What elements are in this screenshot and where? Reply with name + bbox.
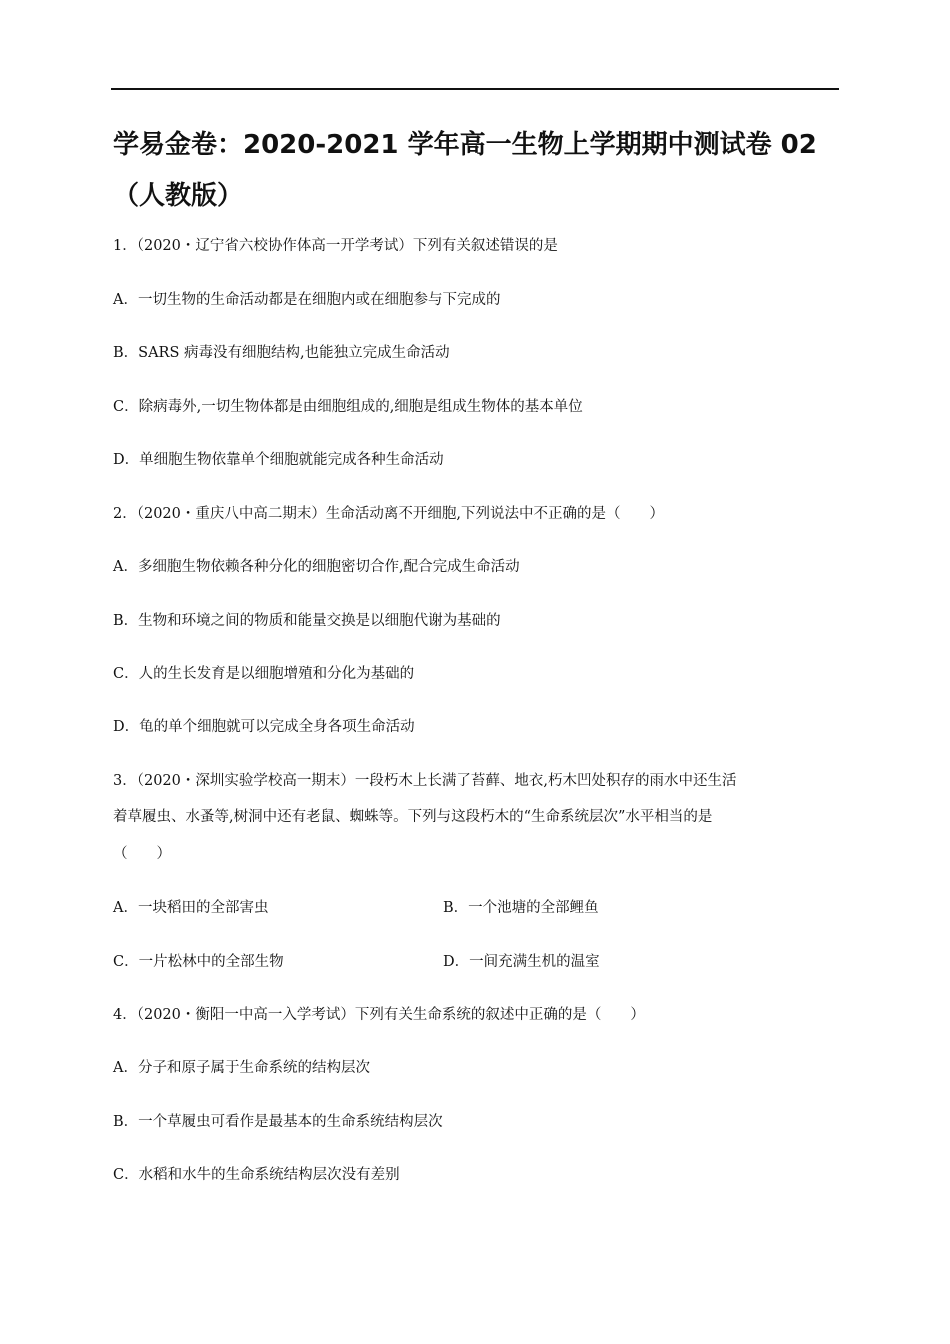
question-1-option-a: A．一切生物的生命活动都是在细胞内或在细胞参与下完成的 [113, 292, 501, 308]
question-4-stem: 4．（2020・衡阳一中高一入学考试）下列有关生命系统的叙述中正确的是（ ） [113, 1007, 645, 1023]
question-2-option-c: C．人的生长发育是以细胞增殖和分化为基础的 [113, 666, 415, 682]
question-3-stem-line-3: （ ） [113, 846, 171, 862]
question-1-stem: 1．（2020・辽宁省六校协作体高一开学考试）下列有关叙述错误的是 [113, 238, 558, 254]
question-4-option-c: C．水稻和水牛的生命系统结构层次没有差别 [113, 1167, 400, 1183]
question-3-option-b: B．一个池塘的全部鲤鱼 [443, 900, 599, 916]
header-rule [111, 88, 839, 90]
question-1-option-c: C．除病毒外,一切生物体都是由细胞组成的,细胞是组成生物体的基本单位 [113, 399, 583, 415]
question-2-option-a: A．多细胞生物依赖各种分化的细胞密切合作,配合完成生命活动 [113, 559, 520, 575]
question-1-option-d: D．单细胞生物依靠单个细胞就能完成各种生命活动 [113, 452, 444, 468]
question-3-stem-line-1: 3．（2020・深圳实验学校高一期末）一段朽木上长满了苔藓、地衣,朽木凹处积存的雨水中还生活 [113, 773, 737, 789]
question-4-option-a: A．分子和原子属于生命系统的结构层次 [113, 1060, 370, 1076]
question-3-option-d: D．一间充满生机的温室 [443, 954, 600, 970]
question-2-option-b: B．生物和环境之间的物质和能量交换是以细胞代谢为基础的 [113, 613, 501, 629]
question-2-stem: 2．（2020・重庆八中高二期末）生命活动离不开细胞,下列说法中不正确的是（ ） [113, 506, 664, 522]
question-1-option-b: B．SARS 病毒没有细胞结构,也能独立完成生命活动 [113, 345, 450, 361]
question-3-option-c: C．一片松林中的全部生物 [113, 954, 284, 970]
question-3-option-a: A．一块稻田的全部害虫 [113, 900, 269, 916]
page-title: 学易金卷：2020-2021 学年高一生物上学期期中测试卷 02（人教版） [113, 130, 817, 211]
question-2-option-d: D．龟的单个细胞就可以完成全身各项生命活动 [113, 719, 415, 735]
question-3-stem-line-2: 着草履虫、水蚤等,树洞中还有老鼠、蜘蛛等。下列与这段朽木的“生命系统层次”水平相当的是 [113, 809, 713, 825]
question-4-option-b: B．一个草履虫可看作是最基本的生命系统结构层次 [113, 1114, 443, 1130]
